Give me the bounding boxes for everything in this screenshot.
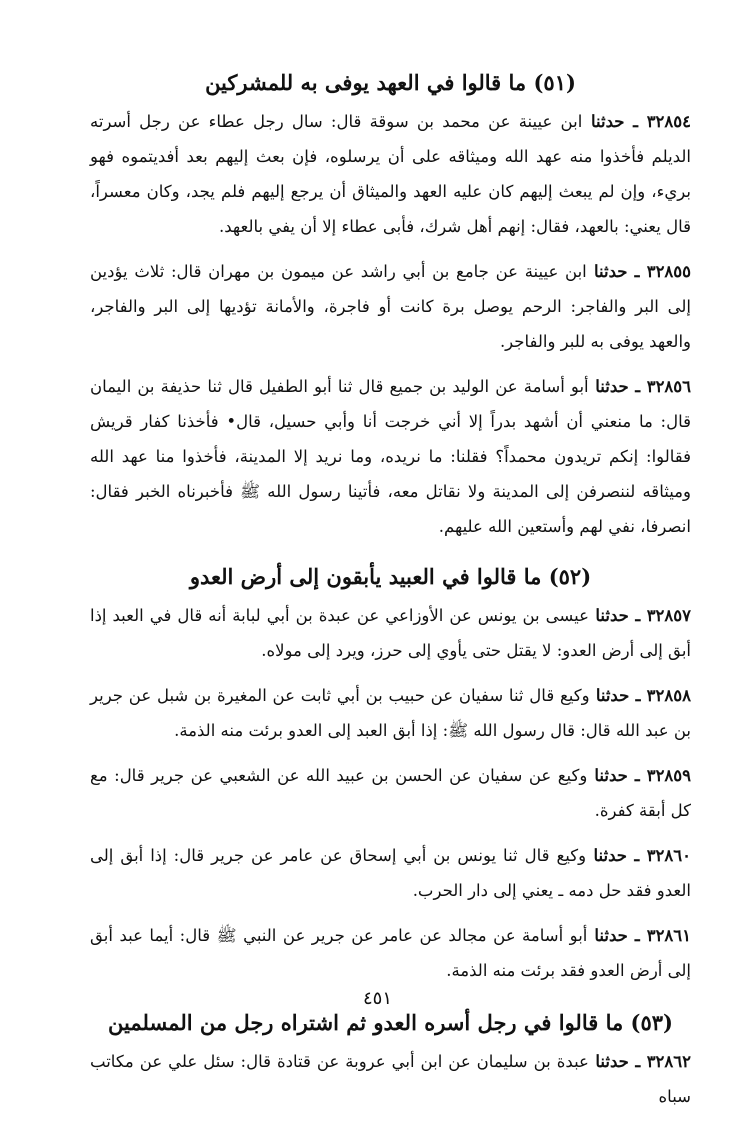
hadith-text: أبو أسامة عن الوليد بن جميع قال ثنا أبو الطفيل قال ثنا حذيفة بن اليمان قال: ما منعني أن أشهد بدراً إلا أني خرجت أنا وأبي حسيل، قال• فأخذنا كفار قريش فقالوا: إنكم تريدون محمداً؟ فقلنا: ما نريده، وما نريد إلا المدينة، فأخذوا منا عهد الله وميثاقه لننصرفن إلى المدينة ولا نقاتل معه، فأتينا رسول الله ﷺ فأخبرناه الخبر فقال: انصرفا، نفي لهم وأستعين الله عليهم. [90,377,691,536]
hadith-entry [90,678,691,748]
hadith-number: ٣٢٨٥٨ [646,686,691,705]
hadith-entry [90,369,691,544]
hadith-lead: ـ حدثنا [586,846,647,865]
hadith-entry [90,758,691,828]
hadith-lead: ـ حدثنا [588,606,647,625]
hadith-lead: ـ حدثنا [587,766,647,785]
hadith-entry [90,598,691,668]
hadith-text: وكيع عن سفيان عن الحسن بن عبيد الله عن الشعبي عن جرير قال: مع كل أبقة كفرة. [90,766,691,820]
hadith-text: عبدة بن سليمان عن ابن أبي عروبة عن قتادة قال: سئل علي عن مكاتب سباه [90,1052,691,1106]
hadith-number: ٣٢٨٦٠ [646,846,691,865]
hadith-text: عيسى بن يونس عن الأوزاعي عن عبدة بن أبي لبابة أنه قال في العبد إذا أبق إلى أرض العدو: لا يقتل حتى يأوي إلى حرز، ويرد إلى مولاه. [90,606,691,660]
hadith-number: ٣٢٨٥٩ [646,766,692,785]
hadith-lead: ـ حدثنا [582,112,647,131]
hadith-text: أبو أسامة عن مجالد عن عامر عن جرير عن النبي ﷺ قال: أيما عبد أبق إلى أرض العدو فقد برئت منه الذمة. [90,926,691,980]
hadith-entry [90,918,691,988]
hadith-lead: ـ حدثنا [588,1052,647,1071]
hadith-lead: ـ حدثنا [588,377,647,396]
hadith-entry [90,254,691,359]
hadith-text: ابن عيينة عن جامع بن أبي راشد عن ميمون بن مهران قال: ثلاث يؤدين إلى البر والفاجر: الرحم يوصل برة كانت أو فاجرة، والأمانة تؤديها إلى البر والفاجر، والعهد يوفى به للبر والفاجر. [90,262,691,351]
hadith-number: ٣٢٨٥٤ [646,112,691,131]
hadith-number: ٣٢٨٥٥ [646,262,692,281]
hadith-entry [90,104,691,244]
section-heading-52: (٥٢) ما قالوا في العبيد يأبقون إلى أرض العدو [189,564,592,589]
hadith-number: ٣٢٨٥٦ [646,377,692,396]
hadith-number: ٣٢٨٥٧ [646,606,691,625]
page-content [90,68,691,1124]
hadith-number: ٣٢٨٦١ [646,926,692,945]
hadith-text: وكيع قال ثنا سفيان عن حبيب بن أبي ثابت عن المغيرة بن شبل عن جرير بن عبد الله قال: قال رسول الله ﷺ: إذا أبق العبد إلى العدو برئت منه الذمة. [90,686,691,740]
page-number: ٤٥١ [362,988,392,1009]
section-heading-51: (٥١) ما قالوا في العهد يوفى به للمشركين [205,70,576,95]
hadith-lead: ـ حدثنا [589,686,647,705]
hadith-text: وكيع قال ثنا يونس بن أبي إسحاق عن عامر عن جرير قال: إذا أبق إلى العدو فقد حل دمه ـ يعني إلى دار الحرب. [90,846,691,900]
hadith-entry [90,838,691,908]
hadith-lead: ـ حدثنا [586,262,647,281]
hadith-text: ابن عيينة عن محمد بن سوقة قال: سال رجل عطاء عن رجل أسرته الديلم فأخذوا منه عهد الله وميثاقه على أن يرسلوه، فإن بعث إليهم بعد أفديتموه فهو بريء، وإن لم يبعث إليهم كان عليه العهد والميثاق أن يرجع إليهم فلم يجد، وكان معسراً، قال يعني: بالعهد، فقال: إنهم أهل شرك، فأبى عطاء إلا أن يفي بالعهد. [90,112,691,236]
hadith-entry [90,1044,691,1114]
hadith-lead: ـ حدثنا [587,926,647,945]
hadith-number: ٣٢٨٦٢ [646,1052,691,1071]
section-heading-53: (٥٣) ما قالوا في رجل أسره العدو ثم اشتراه رجل من المسلمين [108,1010,673,1035]
